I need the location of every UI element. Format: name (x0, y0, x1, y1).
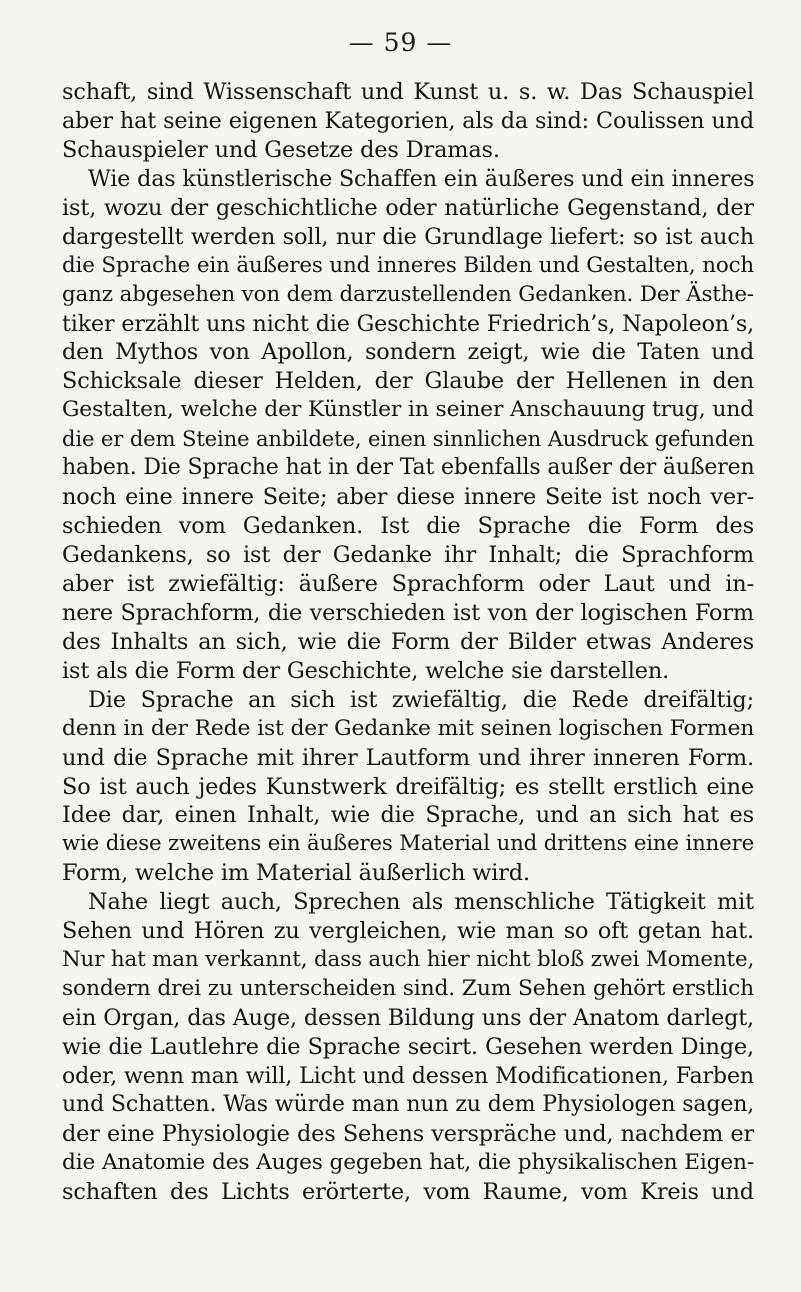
text-line: die Anatomie des Auges gegeben hat, die physikalischen Eigen- (62, 1149, 754, 1175)
text-line: Form, welche im Material äußerlich wird. (62, 860, 530, 887)
text-line: denn in der Rede ist der Gedanke mit seinen logischen Formen (62, 715, 755, 741)
text-line: Idee dar, einen Inhalt, wie die Sprache, und an sich hat es (62, 802, 754, 829)
text-line: die Sprache ein äußeres und inneres Bilden und Gestalten, noch (62, 252, 755, 278)
text-line: schaft, sind Wissenschaft und Kunst u. s. w. Das Schauspiel (62, 79, 754, 105)
text-line: des Inhalts an sich, wie die Form der Bilder etwas Anderes (62, 628, 754, 655)
text-line: wie die Lautlehre die Sprache secirt. Gesehen werden Dinge, (62, 1033, 754, 1060)
text-line: Gedankens, so ist der Gedanke ihr Inhalt; die Sprachform (62, 542, 754, 568)
text-line: noch eine innere Seite; aber diese innere Seite ist noch ver- (62, 484, 754, 511)
text-line: die er dem Steine anbildete, einen sinnlichen Ausdruck gefunden (62, 426, 754, 452)
text-line: Nahe liegt auch, Sprechen als menschliche Tätigkeit mit (88, 889, 754, 916)
page-number: — 59 — (348, 28, 453, 57)
text-line: Wie das künstlerische Schaffen ein äußeres und ein inneres (88, 165, 755, 192)
text-line: Nur hat man verkannt, dass auch hier nicht bloß zwei Momente, (62, 947, 755, 973)
text-line: der eine Physiologie des Sehens verspräche und, nachdem er (62, 1120, 754, 1147)
text-line: ist, wozu der geschichtliche oder natürliche Gegenstand, der (62, 194, 754, 221)
text-line: Sehen und Hören zu vergleichen, wie man so oft getan hat. (62, 918, 754, 945)
text-line: schaften des Lichts erörterte, vom Raume, vom Kreis und (62, 1178, 754, 1205)
text-line: und Schatten. Was würde man nun zu dem Physiologen sagen, (62, 1091, 755, 1117)
text-line: sondern drei zu unterscheiden sind. Zum Sehen gehört erstlich (62, 976, 754, 1002)
text-line: aber hat seine eigenen Kategorien, als da sind: Coulissen und (62, 107, 754, 134)
text-line: ist als die Form der Geschichte, welche sie darstellen. (62, 657, 670, 684)
text-line: Die Sprache an sich ist zwiefältig, die Rede dreifältig; (88, 686, 754, 713)
text-line: ein Organ, das Auge, dessen Bildung uns der Anatom darlegt, (62, 1005, 754, 1031)
text-line: schieden vom Gedanken. Ist die Sprache die Form des (62, 513, 754, 540)
text-line: und die Sprache mit ihrer Lautform und ihrer inneren Form. (62, 744, 754, 771)
text-line: ganz abgesehen von dem darzustellenden Gedanken. Der Ästhe- (62, 281, 754, 307)
text-line: Gestalten, welche der Künstler in seiner Anschauung trug, und (62, 397, 755, 423)
text-line: nere Sprachform, die verschieden ist von der logischen Form (62, 599, 754, 626)
text-line: So ist auch jedes Kunstwerk dreifältig; es stellt erstlich eine (62, 773, 754, 800)
text-line: den Mythos von Apollon, sondern zeigt, wie die Taten und (62, 339, 754, 366)
text-line: Schauspieler und Gesetze des Dramas. (62, 136, 500, 163)
text-line: tiker erzählt uns nicht die Geschichte Friedrich’s, Napoleon’s, (62, 310, 754, 337)
text-line: dargestellt werden soll, nur die Grundlage liefert: so ist auch (62, 223, 754, 250)
text-line: Schicksale dieser Helden, der Glaube der Hellenen in den (62, 368, 754, 395)
text-line: wie diese zweitens ein äußeres Material und drittens eine innere (62, 831, 754, 857)
text-line: haben. Die Sprache hat in der Tat ebenfalls außer der äußeren (62, 455, 755, 481)
text-line: aber ist zwiefältig: äußere Sprachform oder Laut und in- (62, 570, 754, 597)
page-body (62, 78, 754, 1207)
text-line: oder, wenn man will, Licht und dessen Modificationen, Farben (62, 1062, 754, 1089)
